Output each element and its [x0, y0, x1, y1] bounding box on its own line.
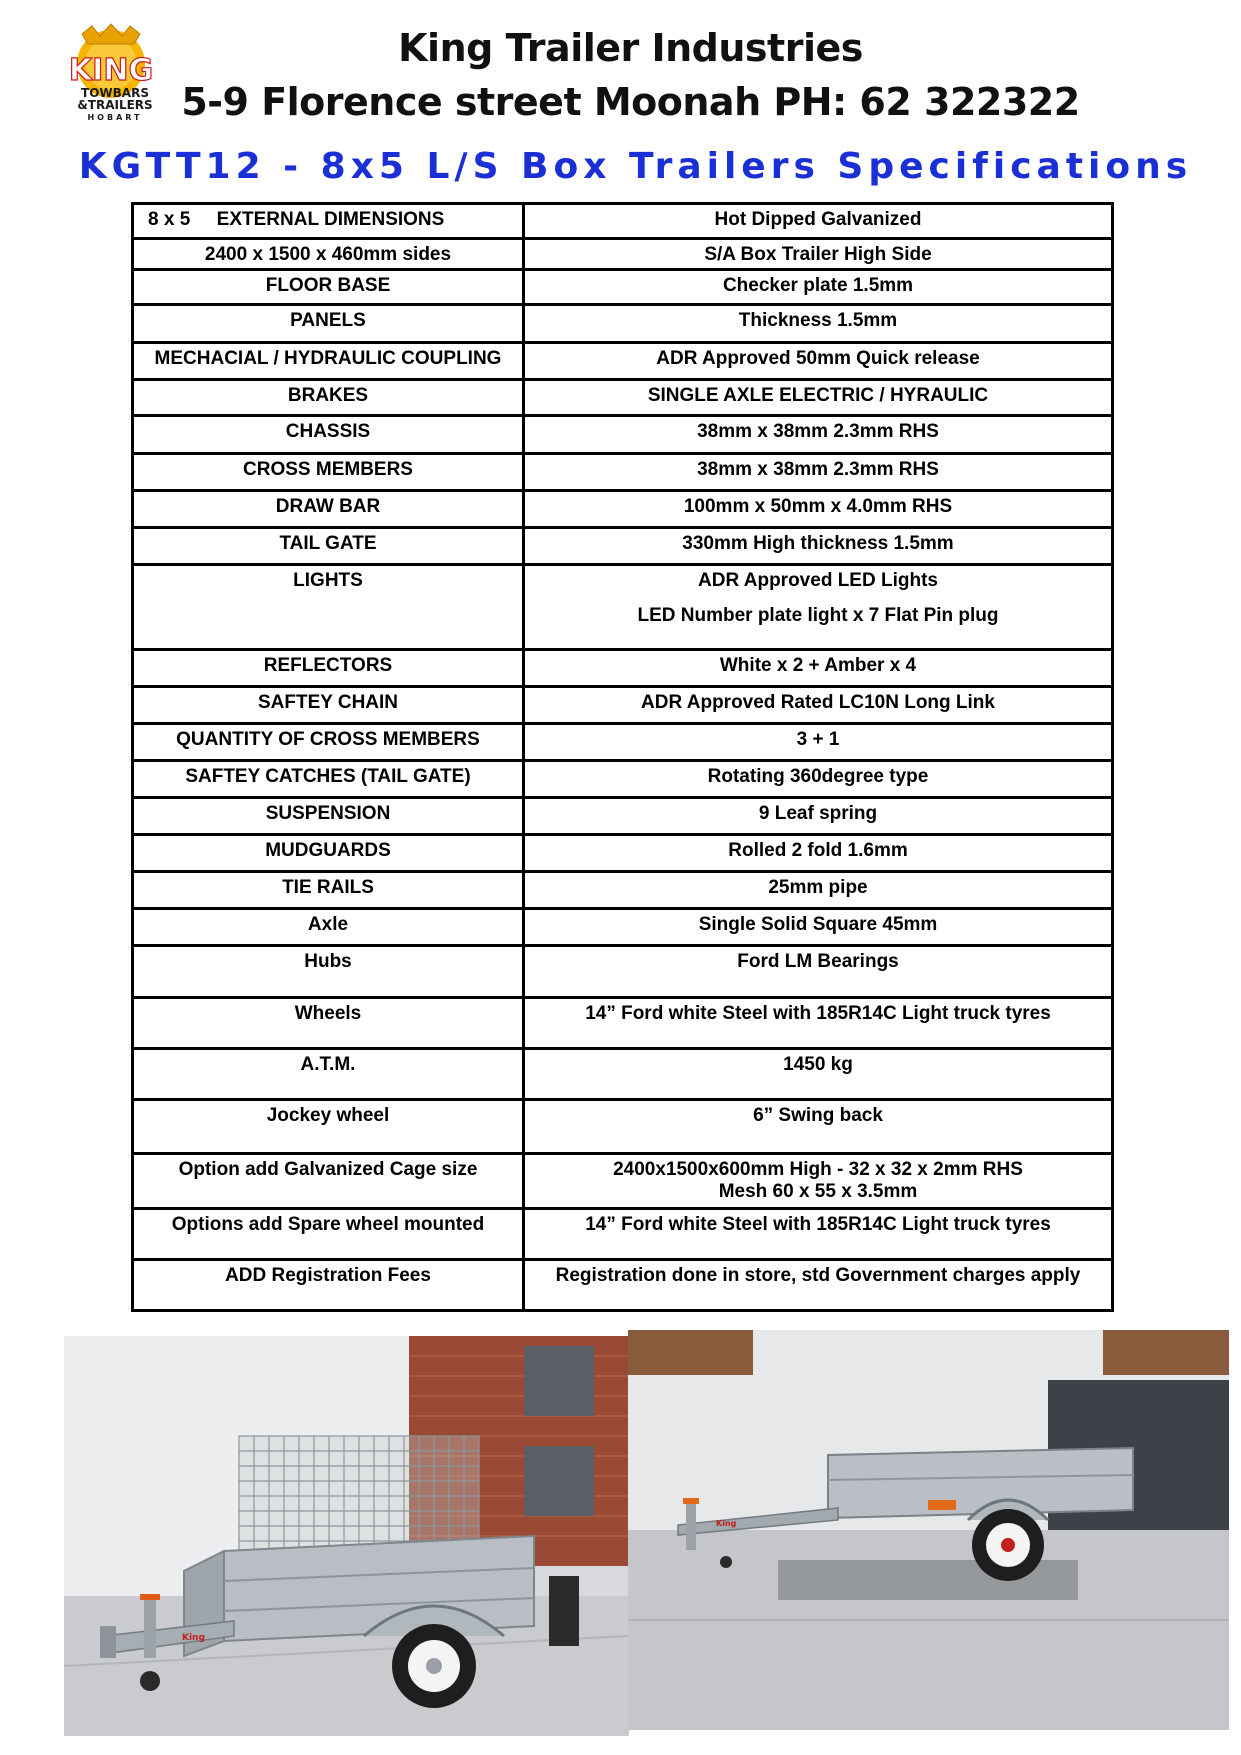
spec-row [133, 761, 1113, 798]
spec-row [133, 454, 1113, 491]
spec-row [133, 204, 1113, 239]
spec-row [133, 650, 1113, 687]
spec-label: TAIL GATE [133, 528, 524, 565]
spec-row [133, 343, 1113, 380]
spec-value: 330mm High thickness 1.5mm [682, 533, 954, 554]
spec-value: 9 Leaf spring [758, 803, 878, 824]
spec-label: Axle [133, 909, 524, 946]
document-title: KGTT12 - 8x5 L/S Box Trailers Specifications [78, 146, 1193, 187]
spec-label: Options add Spare wheel mounted [133, 1209, 524, 1260]
spec-row [133, 565, 1113, 650]
company-address: 5-9 Florence street Moonah PH: 62 322322 [181, 80, 1080, 124]
trailer-badge-right: King [716, 1519, 737, 1528]
spec-row [133, 835, 1113, 872]
spec-label: A.T.M. [133, 1049, 524, 1100]
specifications-table-body [133, 204, 1113, 1311]
trailer-photo-caged-graphic [64, 1336, 629, 1736]
spec-row [133, 491, 1113, 528]
spec-label: ADD Registration Fees [133, 1260, 524, 1311]
spec-value: S/A Box Trailer High Side [704, 244, 932, 265]
spec-value-cell [524, 380, 1113, 416]
spec-row [133, 909, 1113, 946]
spec-value: 1450 kg [783, 1054, 853, 1075]
spec-value: Checker plate 1.5mm [722, 275, 914, 296]
logo-word-towbars: TOWBARS [81, 86, 149, 100]
spec-value-cell [524, 687, 1113, 724]
spec-value-cell [524, 1260, 1113, 1311]
spec-value-cell [524, 416, 1113, 454]
spec-value: Single Solid Square 45mm [698, 914, 938, 935]
spec-value-cell [524, 798, 1113, 835]
spec-value-cell [524, 872, 1113, 909]
spec-value-cell [524, 1154, 1113, 1209]
spec-label: Hubs [133, 946, 524, 998]
spec-value: ADR Approved 50mm Quick release [656, 348, 980, 369]
trailer-photo-caged [64, 1336, 629, 1736]
spec-label: CROSS MEMBERS [133, 454, 524, 491]
trailer-photo-side-graphic [628, 1330, 1229, 1730]
spec-value-cell [524, 1100, 1113, 1154]
spec-label: DRAW BAR [133, 491, 524, 528]
spec-value: 25mm pipe [768, 877, 868, 898]
spec-label: Option add Galvanized Cage size [133, 1154, 524, 1209]
spec-value: 14” Ford white Steel with 185R14C Light truck tyres [585, 1003, 1051, 1024]
spec-value-cell [524, 528, 1113, 565]
spec-value: ADR Approved LED Lights [698, 570, 938, 591]
spec-row [133, 687, 1113, 724]
spec-value: 2400x1500x600mm High - 32 x 32 x 2mm RHS [613, 1159, 1023, 1180]
spec-value-cell [524, 491, 1113, 528]
spec-row [133, 416, 1113, 454]
spec-value: Hot Dipped Galvanized [714, 209, 922, 230]
spec-row [133, 239, 1113, 270]
spec-value-cell [524, 724, 1113, 761]
spec-value: 38mm x 38mm 2.3mm RHS [697, 459, 939, 480]
spec-row [133, 270, 1113, 305]
spec-label: MECHACIAL / HYDRAULIC COUPLING [133, 343, 524, 380]
spec-label: SUSPENSION [133, 798, 524, 835]
spec-row [133, 798, 1113, 835]
spec-label: SAFTEY CHAIN [133, 687, 524, 724]
spec-label: 2400 x 1500 x 460mm sides [133, 239, 524, 270]
spec-label: FLOOR BASE [133, 270, 524, 305]
logo-word-trailers: &TRAILERS [77, 98, 153, 112]
spec-value: 3 + 1 [796, 729, 840, 750]
spec-value-cell [524, 204, 1113, 239]
spec-row [133, 380, 1113, 416]
spec-row [133, 1100, 1113, 1154]
spec-label: 8 x 5 EXTERNAL DIMENSIONS [133, 204, 524, 239]
spec-value: SINGLE AXLE ELECTRIC / HYRAULIC [647, 385, 989, 406]
specifications-table [131, 202, 1114, 1312]
spec-label: MUDGUARDS [133, 835, 524, 872]
spec-row [133, 1049, 1113, 1100]
spec-row [133, 998, 1113, 1049]
spec-value-cell [524, 909, 1113, 946]
spec-value-cell [524, 1209, 1113, 1260]
spec-label: PANELS [133, 305, 524, 343]
trailer-badge-left: King [182, 1633, 205, 1643]
company-name: King Trailer Industries [398, 26, 863, 70]
spec-value-cell [524, 650, 1113, 687]
spec-value-cell [524, 1049, 1113, 1100]
spec-row [133, 946, 1113, 998]
spec-value-cell [524, 946, 1113, 998]
spec-value-secondary: Mesh 60 x 55 x 3.5mm [718, 1181, 918, 1202]
spec-value: Thickness 1.5mm [738, 310, 898, 331]
spec-row [133, 872, 1113, 909]
spec-label: Wheels [133, 998, 524, 1049]
spec-value-cell [524, 835, 1113, 872]
trailer-photo-side [628, 1330, 1229, 1730]
spec-value-cell [524, 454, 1113, 491]
logo-word-hobart: HOBART [87, 113, 143, 122]
spec-value: 14” Ford white Steel with 185R14C Light truck tyres [585, 1214, 1051, 1235]
spec-value-cell [524, 270, 1113, 305]
spec-value: Rolled 2 fold 1.6mm [728, 840, 908, 861]
spec-value-secondary: LED Number plate light x 7 Flat Pin plug [637, 605, 999, 626]
spec-label: CHASSIS [133, 416, 524, 454]
spec-label: Jockey wheel [133, 1100, 524, 1154]
spec-row [133, 724, 1113, 761]
spec-value: Registration done in store, std Government charges apply [555, 1265, 1081, 1286]
spec-label: QUANTITY OF CROSS MEMBERS [133, 724, 524, 761]
spec-value-cell [524, 305, 1113, 343]
spec-row [133, 305, 1113, 343]
spec-value-cell [524, 343, 1113, 380]
spec-value: Rotating 360degree type [707, 766, 929, 787]
spec-label: TIE RAILS [133, 872, 524, 909]
spec-label: LIGHTS [133, 565, 524, 650]
spec-value: Ford LM Bearings [737, 951, 899, 972]
spec-value: 6” Swing back [753, 1105, 883, 1126]
spec-value-cell [524, 998, 1113, 1049]
spec-row [133, 528, 1113, 565]
spec-value: 38mm x 38mm 2.3mm RHS [697, 421, 939, 442]
spec-label: REFLECTORS [133, 650, 524, 687]
spec-label: SAFTEY CATCHES (TAIL GATE) [133, 761, 524, 798]
spec-row [133, 1209, 1113, 1260]
spec-row [133, 1154, 1113, 1209]
spec-value: 100mm x 50mm x 4.0mm RHS [683, 496, 953, 517]
logo-word-king: KING [68, 53, 154, 88]
spec-label: BRAKES [133, 380, 524, 416]
spec-value-cell [524, 239, 1113, 270]
spec-value-cell [524, 761, 1113, 798]
spec-value: ADR Approved Rated LC10N Long Link [641, 692, 995, 713]
spec-value-cell [524, 565, 1113, 650]
spec-row [133, 1260, 1113, 1311]
spec-value: White x 2 + Amber x 4 [719, 655, 917, 676]
